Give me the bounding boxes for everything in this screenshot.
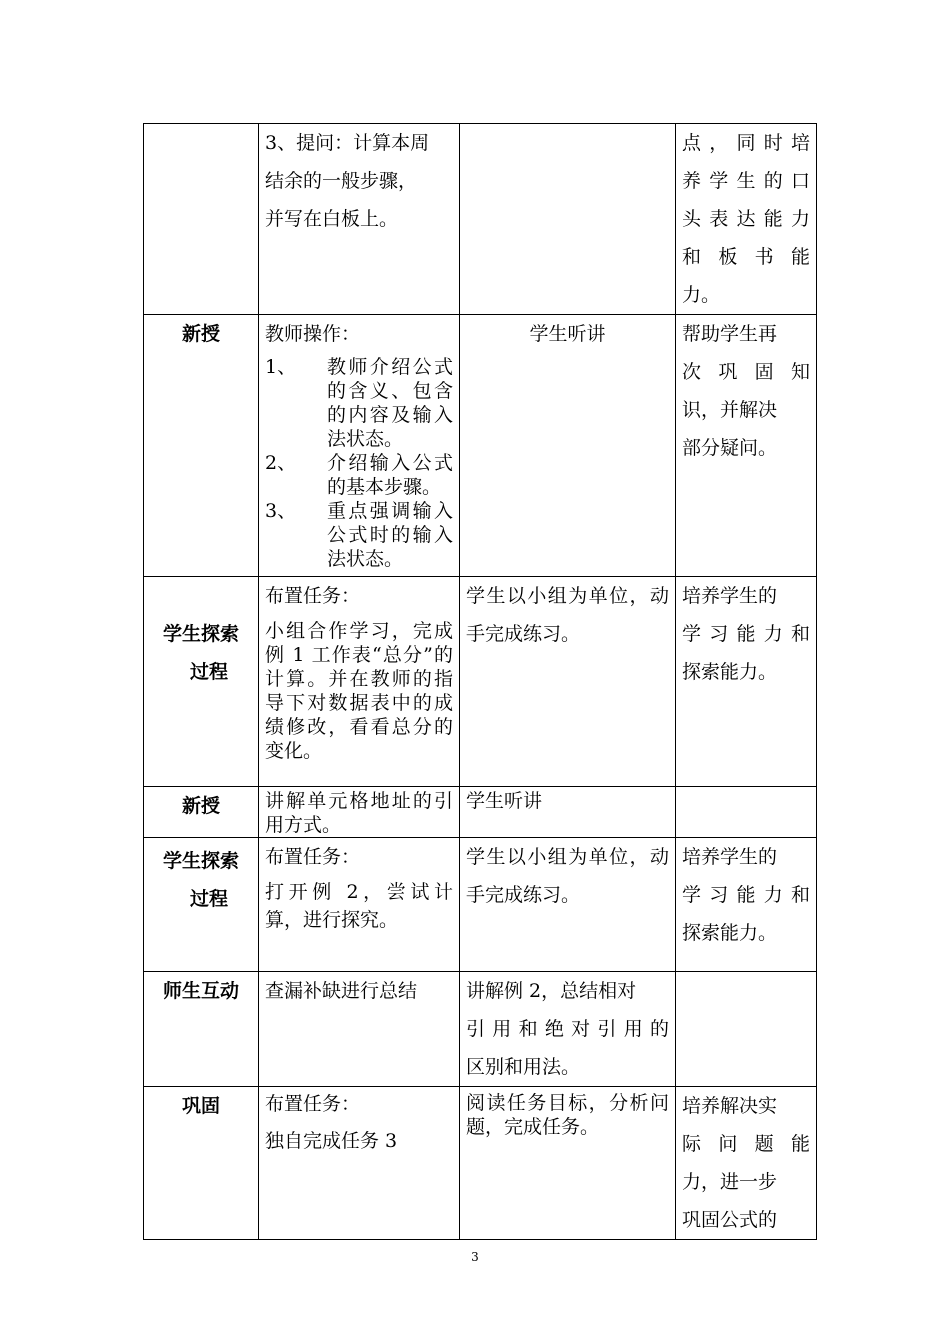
text-line: 巩固公式的: [682, 1209, 778, 1231]
student-text: 学生听讲: [466, 790, 543, 812]
stage-cell: 巩固: [144, 1087, 259, 1240]
text-line: 力。: [682, 284, 721, 306]
design-intent-cell: [676, 787, 817, 838]
teacher-activity-cell: [259, 838, 460, 972]
text-line: 培养学生的: [682, 846, 778, 868]
teacher-activity-cell: [259, 315, 460, 577]
design-intent-cell: [676, 315, 817, 577]
list-text: 教师介绍公式的含义、包含的内容及输入法状态。: [327, 356, 453, 450]
stage-cell: 师生互动: [144, 972, 259, 1087]
teacher-activity-cell: [259, 1087, 460, 1240]
design-intent-cell: [676, 838, 817, 972]
text-line: 培养学生的: [682, 585, 778, 607]
text-line: 探索能力。: [682, 922, 778, 944]
student-activity-cell: [460, 838, 676, 972]
text-line: 部分疑问。: [682, 437, 778, 459]
text-line: 结余的一般步骤，: [265, 170, 418, 192]
student-activity-cell: [460, 124, 676, 315]
list-item: [265, 451, 453, 499]
table-row: [144, 124, 817, 315]
student-text: 学生听讲: [529, 323, 606, 345]
text-line: 和 板 书 能: [682, 246, 810, 268]
table-row: [144, 787, 817, 838]
page-number: 3: [471, 1250, 479, 1264]
text-line: 3、提问：计算本周: [265, 132, 430, 154]
design-intent-cell: [676, 577, 817, 787]
text-line: 点，同时培: [682, 132, 810, 154]
stage-line: 学生探索: [162, 623, 239, 645]
text-line: 探索能力。: [682, 661, 778, 683]
stage-line: 学生探索: [162, 850, 239, 872]
lesson-plan-table: [143, 123, 817, 1240]
student-activity-cell: [460, 787, 676, 838]
student-activity-cell: [460, 1087, 676, 1240]
list-text: 重点强调输入公式时的输入法状态。: [327, 500, 453, 570]
cell-body: 打开例 2，尝试计算，进行探究。: [265, 881, 453, 931]
text-line: 头表达能力: [682, 208, 810, 230]
text-line: 培养解决实: [682, 1095, 778, 1117]
cell-body: 小组合作学习，完成例 1 工作表“总分”的计算。并在教师的指导下对数据表中的成绩修改，看看总分的变化。: [265, 620, 453, 762]
design-intent-cell: [676, 124, 817, 315]
design-intent-cell: [676, 972, 817, 1087]
teacher-activity-cell: [259, 787, 460, 838]
stage-cell: [144, 124, 259, 315]
text-line: 并写在白板上。: [265, 208, 399, 230]
text-line: 际 问 题 能: [682, 1133, 810, 1155]
list-number: 1、: [265, 356, 297, 378]
design-intent-cell: [676, 1087, 817, 1240]
student-activity-cell: [460, 315, 676, 577]
student-activity-cell: [460, 577, 676, 787]
cell-heading: 布置任务：: [265, 846, 361, 868]
list-text: 介绍输入公式的基本步骤。: [327, 452, 453, 498]
student-text: 阅读任务目标，分析问题，完成任务。: [466, 1092, 669, 1138]
student-text: 学生以小组为单位，动手完成练习。: [466, 585, 669, 645]
teacher-activity-cell: [259, 577, 460, 787]
cell-body: 查漏补缺进行总结: [265, 980, 418, 1002]
student-text: 学生以小组为单位，动手完成练习。: [466, 846, 669, 906]
stage-line: 过程: [189, 888, 228, 910]
text-line: 区别和用法。: [466, 1056, 581, 1078]
list-number: 2、: [265, 452, 297, 474]
text-line: 学习能力和: [682, 884, 810, 906]
stage-cell: [144, 577, 259, 787]
list-item: [265, 355, 453, 451]
table-row: [144, 838, 817, 972]
table-row: [144, 1087, 817, 1240]
text-line: 次 巩 固 知: [682, 361, 810, 383]
text-line: 识，并解决: [682, 399, 778, 421]
list-number: 3、: [265, 500, 297, 522]
text-line: 养学生的口: [682, 170, 810, 192]
teacher-activity-cell: [259, 124, 460, 315]
table-row: [144, 577, 817, 787]
cell-body: 独自完成任务 3: [265, 1130, 398, 1152]
table-row: [144, 315, 817, 577]
text-line: 力，进一步: [682, 1171, 778, 1193]
cell-heading: 布置任务：: [265, 585, 361, 607]
cell-heading: 布置任务：: [265, 1093, 361, 1115]
text-line: 帮助学生再: [682, 323, 778, 345]
list-item: [265, 499, 453, 571]
cell-heading: 教师操作：: [265, 323, 361, 345]
stage-cell: 新授: [144, 315, 259, 577]
text-line: 讲解例 2，总结相对: [466, 980, 637, 1002]
table-row: [144, 972, 817, 1087]
text-line: 引用和绝对引用的: [466, 1018, 669, 1040]
stage-cell: 新授: [144, 787, 259, 838]
student-activity-cell: [460, 972, 676, 1087]
stage-cell: [144, 838, 259, 972]
stage-line: 过程: [189, 661, 228, 683]
text-line: 学习能力和: [682, 623, 810, 645]
cell-body: 讲解单元格地址的引用方式。: [265, 790, 453, 836]
teacher-activity-cell: [259, 972, 460, 1087]
